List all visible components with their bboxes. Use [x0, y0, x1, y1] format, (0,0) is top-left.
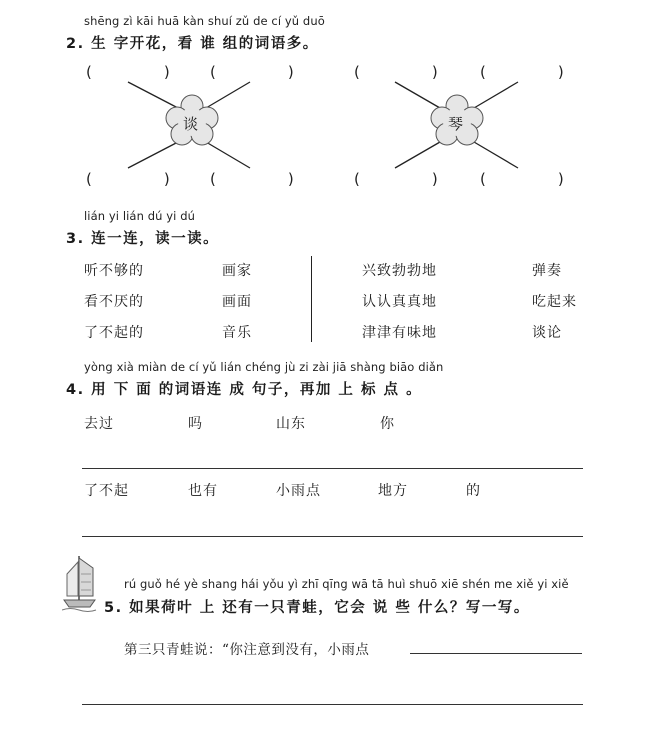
q3-left-word-1[interactable]: 听不够的 — [84, 263, 144, 279]
q3-left-word-3[interactable]: 了不起的 — [84, 325, 144, 341]
q3-right-match-3[interactable]: 谈论 — [532, 325, 562, 341]
q2-blank-7[interactable]: ( ) — [354, 170, 438, 188]
q4-word-2-4: 地方 — [378, 483, 408, 499]
q2-title: 2. 生 字开花，看 谁 组的词语多。 — [66, 36, 319, 52]
q2-blank-6[interactable]: ( ) — [210, 170, 294, 188]
q5-prompt: 第三只青蛙说：“你注意到没有，小雨点 — [124, 642, 370, 658]
q5-answer-line-2[interactable] — [82, 704, 583, 705]
q2-blank-1[interactable]: ( ) — [86, 63, 170, 81]
q4-answer-line-2[interactable] — [82, 536, 583, 537]
q3-right-match-1[interactable]: 弹奏 — [532, 263, 562, 279]
q3-left-match-3[interactable]: 音乐 — [222, 325, 252, 341]
q3-right-word-3[interactable]: 津津有味地 — [362, 325, 437, 341]
q4-word-1-1: 去过 — [84, 416, 114, 432]
q5-pinyin: rú guǒ hé yè shang hái yǒu yì zhī qīng wā tā huì shuō xiē shén me xiě yi xiě — [124, 577, 569, 591]
q4-word-2-2: 也有 — [188, 483, 218, 499]
q4-answer-line-1[interactable] — [82, 468, 583, 469]
q3-right-word-2[interactable]: 认认真真地 — [362, 294, 437, 310]
flower-right-char: 琴 — [448, 115, 465, 133]
q3-pinyin: lián yi lián dú yi dú — [84, 209, 196, 223]
q5-title: 5. 如果荷叶 上 还有一只青蛙，它会 说 些 什么？写一写。 — [104, 600, 530, 616]
q3-left-word-2[interactable]: 看不厌的 — [84, 294, 144, 310]
q2-blank-4[interactable]: ( ) — [480, 63, 564, 81]
q2-blank-5[interactable]: ( ) — [86, 170, 170, 188]
q3-right-word-1[interactable]: 兴致勃勃地 — [362, 263, 437, 279]
q2-blank-3[interactable]: ( ) — [354, 63, 438, 81]
q4-word-2-1: 了不起 — [84, 483, 129, 499]
q4-pinyin: yòng xià miàn de cí yǔ lián chéng jù zi zài jiā shàng biāo diǎn — [84, 360, 444, 374]
q2-flower-diagram — [0, 70, 649, 210]
q3-title: 3. 连一连，读一读。 — [66, 231, 220, 247]
q3-left-match-2[interactable]: 画面 — [222, 294, 252, 310]
q2-blank-8[interactable]: ( ) — [480, 170, 564, 188]
q4-word-1-3: 山东 — [276, 416, 306, 432]
q4-title: 4. 用 下 面 的词语连 成 句子，再加 上 标 点 。 — [66, 382, 423, 398]
q3-right-match-2[interactable]: 吃起来 — [532, 294, 577, 310]
q3-divider — [311, 256, 312, 342]
q4-word-1-4: 你 — [380, 416, 395, 432]
flower-left-char: 谈 — [183, 115, 200, 133]
q4-word-2-3: 小雨点 — [276, 483, 321, 499]
sailboat-icon — [62, 552, 98, 612]
q2-pinyin: shēng zì kāi huā kàn shuí zǔ de cí yǔ duō — [84, 14, 325, 28]
q4-word-1-2: 吗 — [188, 416, 203, 432]
q3-left-match-1[interactable]: 画家 — [222, 263, 252, 279]
q5-answer-line-1[interactable] — [410, 653, 582, 654]
q4-word-2-5: 的 — [466, 483, 481, 499]
q2-blank-2[interactable]: ( ) — [210, 63, 294, 81]
